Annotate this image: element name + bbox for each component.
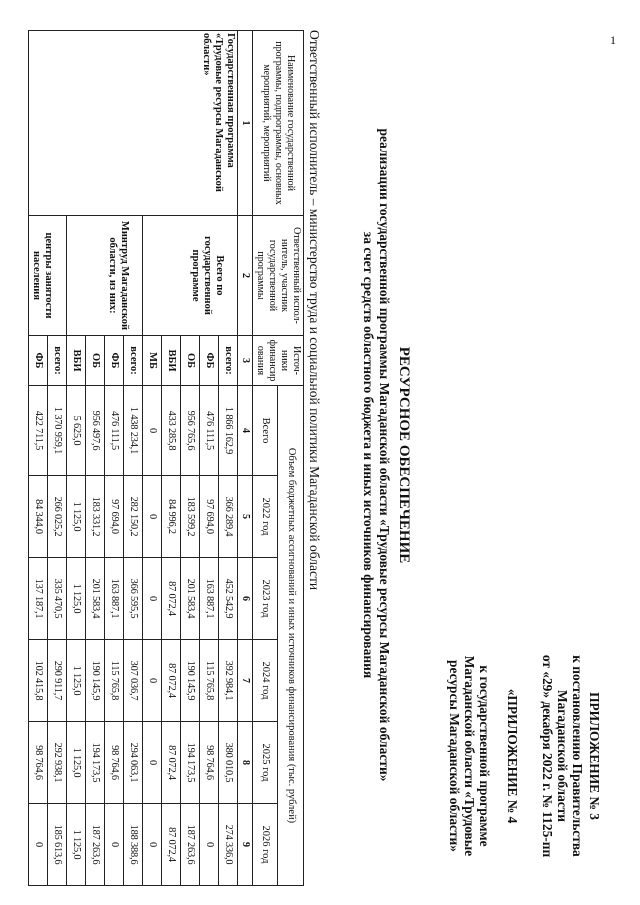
year-value-cell: 190 145,9	[86, 640, 105, 722]
year-value-cell: 335 470,5	[48, 558, 67, 640]
source-cell: ВБИ	[67, 336, 86, 386]
year-value-cell: 1 125,0	[67, 722, 86, 804]
year-value-cell: 0	[143, 722, 162, 804]
total-value-cell: 433 285,8	[162, 386, 181, 476]
header-executor: Ответственный испол-нитель, участник государственной программы	[253, 216, 304, 336]
year-value-cell: 380 010,5	[219, 722, 238, 804]
source-cell: всего:	[124, 336, 143, 386]
year-value-cell: 137 187,1	[29, 558, 48, 640]
appendix4-line-2: Магаданской области «Трудовые	[462, 655, 477, 857]
year-value-cell: 115 765,8	[200, 640, 219, 722]
column-index: 1	[238, 31, 253, 216]
year-value-cell: 87 072,4	[162, 804, 181, 886]
total-value-cell: 1 370 959,1	[48, 386, 67, 476]
table-row	[219, 31, 238, 886]
year-value-cell: 187 263,6	[181, 804, 200, 886]
total-value-cell: 0	[143, 386, 162, 476]
year-value-cell: 185 613,6	[48, 804, 67, 886]
year-value-cell: 87 072,4	[162, 640, 181, 722]
header-year: 2026 год	[253, 804, 279, 886]
year-value-cell: 187 263,6	[86, 804, 105, 886]
total-value-cell: 956 765,6	[181, 386, 200, 476]
page-number: 1	[610, 33, 616, 47]
total-value-cell: 422 711,5	[29, 386, 48, 476]
year-value-cell: 194 173,5	[86, 722, 105, 804]
year-value-cell: 84 344,0	[29, 476, 48, 558]
year-value-cell: 98 764,6	[105, 722, 124, 804]
year-value-cell: 87 072,4	[162, 558, 181, 640]
appendix4-line-1: к государственной программе	[477, 665, 492, 847]
year-value-cell: 163 887,1	[200, 558, 219, 640]
program-name-cell: Государственная программа «Трудовые ресурсы Магаданской области»	[29, 31, 238, 216]
executor-cell: Минтруд Магаданской области, из них:	[67, 216, 143, 336]
year-value-cell: 294 063,1	[124, 722, 143, 804]
header-year: 2025 год	[253, 722, 279, 804]
source-cell: ОБ	[181, 336, 200, 386]
header-volume: Объем бюджетных ассигнований и иных источников финансирования (тыс. рублей)	[278, 386, 304, 886]
header-year: 2022 год	[253, 476, 279, 558]
year-value-cell: 102 415,8	[29, 640, 48, 722]
year-value-cell: 452 542,9	[219, 558, 238, 640]
year-value-cell: 0	[105, 804, 124, 886]
column-index: 8	[238, 722, 253, 804]
total-value-cell: 5 625,0	[67, 386, 86, 476]
year-value-cell: 366 289,4	[219, 476, 238, 558]
executor-cell: Всего по государственной программе	[143, 216, 238, 336]
heading-line-1: реализации государственной программы Магаданской области «Трудовые ресурсы Магаданской области»	[377, 128, 392, 782]
appendix3-title: ПРИЛОЖЕНИЕ № 3	[587, 692, 602, 820]
year-value-cell: 183 599,2	[181, 476, 200, 558]
header-source: Источ-ники финансир ования	[253, 336, 304, 386]
year-value-cell: 98 764,6	[29, 722, 48, 804]
year-value-cell: 190 145,9	[181, 640, 200, 722]
column-index: 5	[238, 476, 253, 558]
year-value-cell: 188 388,6	[124, 804, 143, 886]
year-value-cell: 282 150,2	[124, 476, 143, 558]
total-value-cell: 1 866 162,9	[219, 386, 238, 476]
column-index: 7	[238, 640, 253, 722]
executor-cell: центры занятости населения	[29, 216, 67, 336]
year-value-cell: 1 125,0	[67, 476, 86, 558]
column-index-row	[238, 31, 253, 886]
source-cell: ВБИ	[162, 336, 181, 386]
year-value-cell: 163 887,1	[105, 558, 124, 640]
appendix4-title: «ПРИЛОЖЕНИЕ № 4	[505, 688, 520, 824]
header-year: 2023 год	[253, 558, 279, 640]
header-name: Наименование государственной программы, подпрограммы, основных мероприятий, мероприятий	[253, 31, 304, 216]
year-value-cell: 290 911,7	[48, 640, 67, 722]
year-value-cell: 366 595,5	[124, 558, 143, 640]
source-cell: всего:	[48, 336, 67, 386]
header-year: 2024 год	[253, 640, 279, 722]
year-value-cell: 84 996,2	[162, 476, 181, 558]
year-value-cell: 98 764,6	[200, 722, 219, 804]
source-cell: МБ	[143, 336, 162, 386]
year-value-cell: 115 765,8	[105, 640, 124, 722]
year-value-cell: 1 125,0	[67, 640, 86, 722]
appendix3-line-2: Магаданской области	[555, 689, 570, 823]
source-cell: ФБ	[29, 336, 48, 386]
year-value-cell: 201 583,4	[86, 558, 105, 640]
column-index: 9	[238, 804, 253, 886]
source-cell: всего:	[219, 336, 238, 386]
year-value-cell: 0	[143, 640, 162, 722]
year-value-cell: 274 336,0	[219, 804, 238, 886]
year-value-cell: 0	[143, 804, 162, 886]
table-body	[29, 31, 238, 886]
total-value-cell: 476 111,5	[200, 386, 219, 476]
rotated-document-page	[12, 20, 602, 890]
resource-table	[28, 30, 304, 886]
source-cell: ОБ	[86, 336, 105, 386]
heading-title: РЕСУРСНОЕ ОБЕСПЕЧЕНИЕ	[396, 346, 412, 564]
year-value-cell: 0	[29, 804, 48, 886]
heading-line-2: за счет средств областного бюджета и иных источников финансирования	[361, 231, 376, 679]
year-value-cell: 392 984,1	[219, 640, 238, 722]
header-row-1	[278, 31, 304, 886]
year-value-cell: 266 025,2	[48, 476, 67, 558]
source-cell: ФБ	[200, 336, 219, 386]
column-index: 2	[238, 216, 253, 336]
year-value-cell: 0	[143, 558, 162, 640]
year-value-cell: 292 938,1	[48, 722, 67, 804]
appendix3-line-3: от «29» декабря 2022 г. № 1125-пп	[540, 654, 555, 858]
header-total: Всего	[253, 386, 279, 476]
column-index: 3	[238, 336, 253, 386]
year-value-cell: 201 583,4	[181, 558, 200, 640]
year-value-cell: 307 036,7	[124, 640, 143, 722]
year-value-cell: 183 331,2	[86, 476, 105, 558]
appendix3-line-1: к постановлению Правительства	[570, 655, 585, 857]
total-value-cell: 956 497,6	[86, 386, 105, 476]
year-value-cell: 97 694,0	[200, 476, 219, 558]
responsible-executor: Ответственный исполнитель – министерство труда и социальной политики Магаданской области	[307, 30, 322, 591]
total-value-cell: 1 438 234,1	[124, 386, 143, 476]
total-value-cell: 476 111,5	[105, 386, 124, 476]
appendix4-line-3: ресурсы Магаданской области»	[447, 660, 462, 852]
year-value-cell: 97 694,0	[105, 476, 124, 558]
source-cell: ФБ	[105, 336, 124, 386]
year-value-cell: 87 072,4	[162, 722, 181, 804]
year-value-cell: 1 125,0	[67, 558, 86, 640]
year-value-cell: 0	[200, 804, 219, 886]
year-value-cell: 1 125,0	[67, 804, 86, 886]
year-value-cell: 194 173,5	[181, 722, 200, 804]
column-index: 4	[238, 386, 253, 476]
column-index: 6	[238, 558, 253, 640]
year-value-cell: 0	[143, 476, 162, 558]
